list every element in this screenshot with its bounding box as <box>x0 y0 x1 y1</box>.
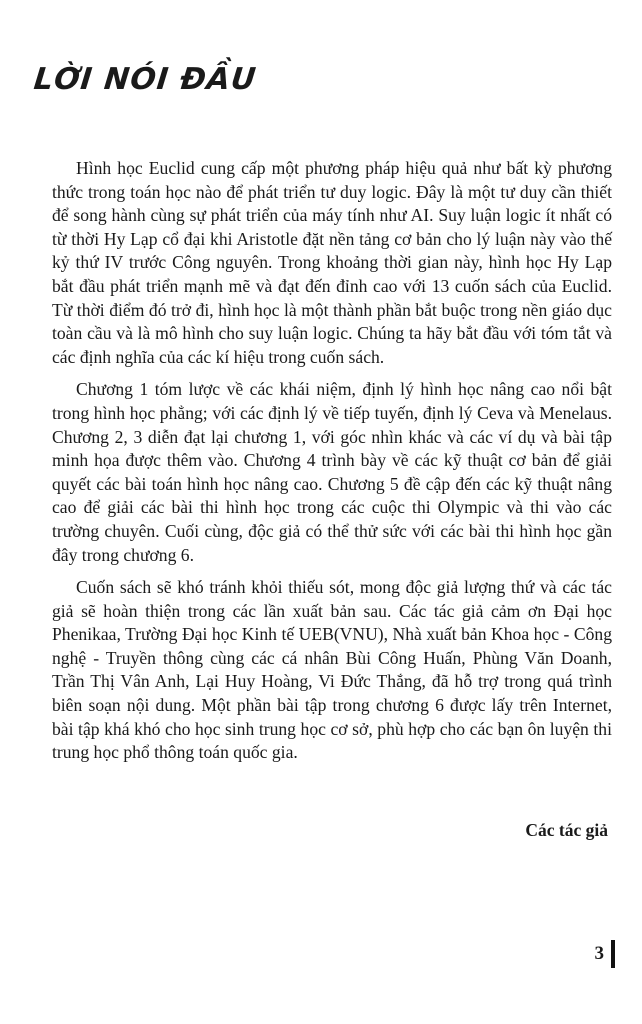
preface-body <box>52 157 612 774</box>
page-number-bar <box>611 940 615 968</box>
author-signature: Các tác giả <box>525 820 608 840</box>
preface-paragraph-1: Hình học Euclid cung cấp một phương pháp hiệu quả như bất kỳ phương thức trong toán học nào để phát triển tư duy logic. Đây là một tư duy cần thiết để song hành cùng sự phát triển của máy tính như AI. Suy luận logic ít nhất có từ thời Hy Lạp cổ đại khi Aristotle đặt nền tảng cơ bản cho lý luận này vào thế kỷ thứ IV trước Công nguyên. Trong khoảng thời gian này, hình học Hy Lạp bắt đầu phát triển mạnh mẽ và đạt đến đỉnh cao với 13 cuốn sách của Euclid. Từ thời điểm đó trở đi, hình học là một thành phần bắt buộc trong nền giáo dục toàn cầu và là mô hình cho suy luận logic. Chúng ta hãy bắt đầu với tóm tắt và các định nghĩa của các kí hiệu trong cuốn sách. <box>52 158 612 367</box>
preface-paragraph-3: Cuốn sách sẽ khó tránh khỏi thiếu sót, mong độc giả lượng thứ và các tác giả sẽ hoàn thiện trong các lần xuất bản sau. Các tác giả cảm ơn Đại học Phenikaa, Trường Đại học Kinh tế UEB(VNU), Nhà xuất bản Khoa học - Công nghệ - Truyền thông cùng các cá nhân Bùi Công Huấn, Phùng Văn Doanh, Trần Thị Vân Anh, Lại Huy Hoàng, Vi Đức Thắng, đã hỗ trợ trong quá trình biên soạn nội dung. Một phần bài tập trong chương 6 được lấy trên Internet, bài tập khá khó cho học sinh trung học cơ sở, phù hợp cho các bạn ôn luyện thi trung học phổ thông toán quốc gia. <box>52 577 612 763</box>
page-heading: LỜI NÓI ĐẦU <box>32 62 259 97</box>
preface-paragraph-2: Chương 1 tóm lược về các khái niệm, định lý hình học nâng cao nổi bật trong hình học phẳng; với các định lý về tiếp tuyến, định lý Ceva và Menelaus. Chương 2, 3 diễn đạt lại chương 1, với góc nhìn khác và các ví dụ và bài tập minh họa được thêm vào. Chương 4 trình bày về các kỹ thuật cơ bản để giải quyết các bài toán hình học nâng cao. Chương 5 đề cập đến các kỹ thuật nâng cao để giải các bài thi hình học trong các cuộc thi Olympic và thi vào các trường chuyên. Cuối cùng, độc giả có thể thử sức với các bài thi hình học gần đây trong chương 6. <box>52 379 612 565</box>
page-number: 3 <box>594 943 604 964</box>
